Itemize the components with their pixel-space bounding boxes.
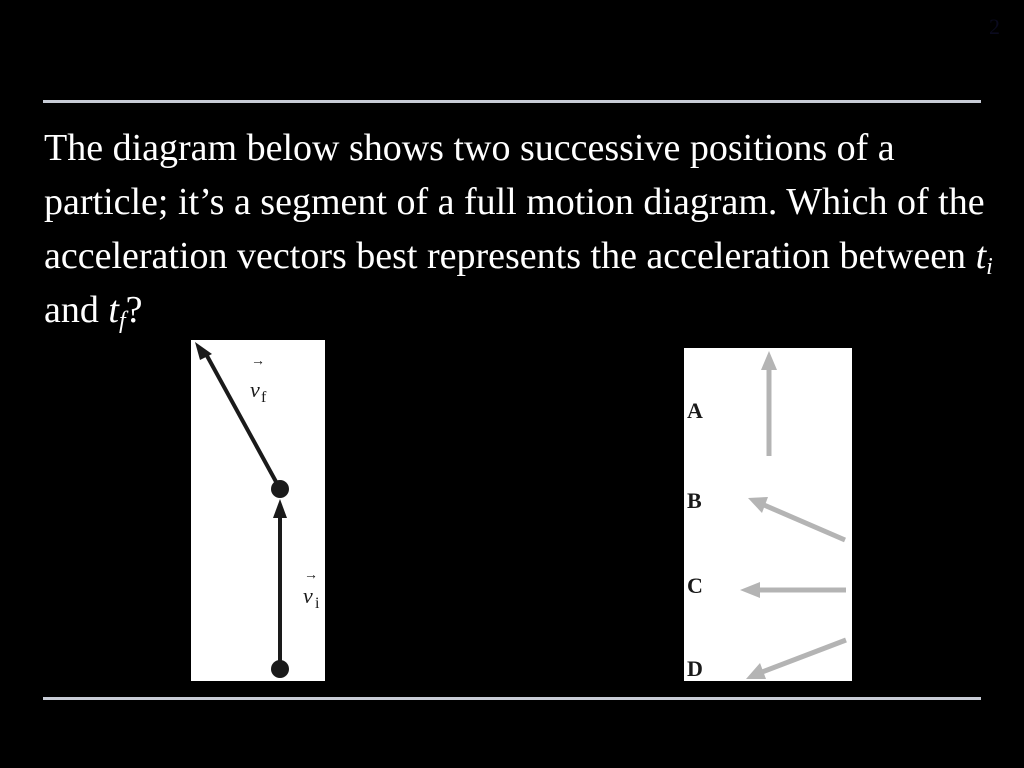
slide-number: 2 — [989, 14, 1000, 39]
vi-vector-mark: → — [304, 568, 318, 583]
t-final-sub: f — [118, 308, 126, 334]
t-initial-sub: i — [986, 254, 993, 280]
motion-diagram — [191, 340, 325, 681]
choice-b[interactable] — [687, 488, 845, 540]
question-and: and — [44, 289, 109, 331]
vi-symbol: v — [303, 583, 313, 608]
vf-vector-mark: → — [251, 354, 265, 369]
vf-subscript: f — [261, 389, 267, 406]
vi-subscript: i — [315, 595, 320, 612]
choice-a-label: A — [687, 398, 703, 423]
vi-label — [303, 568, 320, 612]
choice-a-arrow-head — [761, 351, 777, 370]
question-body: The diagram below shows two successive positions of a particle; it’s a segment of a full motion diagram. Which of the acceleration vectors best represents the acceleration between — [44, 127, 985, 277]
choice-d-label: D — [687, 656, 703, 681]
choice-b-label: B — [687, 488, 702, 513]
choice-d-arrow-head — [746, 663, 766, 679]
choice-d[interactable] — [687, 640, 846, 681]
choice-c[interactable] — [687, 573, 846, 598]
vf-symbol: v — [250, 377, 260, 402]
choice-c-arrow-head — [740, 582, 760, 598]
vf-arrow-shaft — [206, 354, 280, 489]
final-position-dot — [271, 480, 289, 498]
vi-arrow-head — [273, 499, 287, 518]
choice-b-arrow-head — [748, 497, 768, 513]
bottom-divider — [43, 697, 981, 700]
choice-a[interactable] — [687, 351, 777, 456]
initial-position-dot — [271, 660, 289, 678]
motion-diagram-svg — [191, 340, 325, 681]
answer-choices — [684, 348, 852, 681]
vf-label — [250, 354, 267, 406]
top-divider — [43, 100, 981, 103]
question-mark: ? — [125, 289, 143, 331]
choice-d-arrow-shaft — [762, 640, 846, 672]
answer-choices-svg — [684, 348, 852, 681]
choice-b-arrow-shaft — [764, 505, 845, 540]
choice-c-label: C — [687, 573, 703, 598]
t-initial-var: t — [975, 235, 987, 277]
question-text — [44, 121, 994, 337]
t-final-var: t — [108, 289, 119, 331]
